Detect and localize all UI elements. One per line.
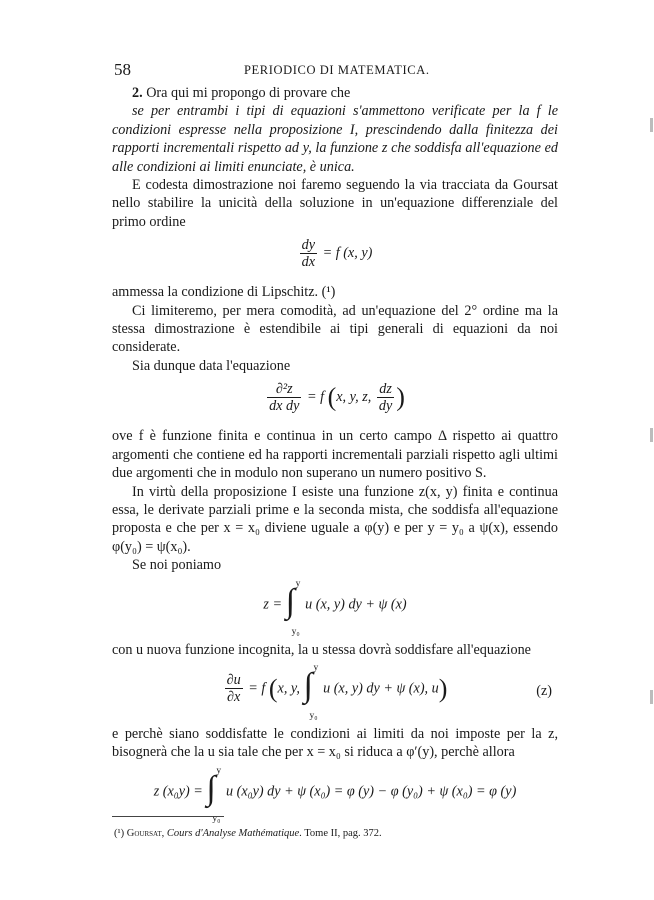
body-text [112, 84, 558, 828]
running-head: PERIODICO DI MATEMATICA. [244, 63, 430, 77]
footnote-work: Cours d'Analyse Mathématique [166, 828, 300, 839]
equation-label: (z) [536, 682, 552, 699]
footnote-rule [112, 816, 224, 817]
fraction-dz-dy: $\frac{dz}{dy}$ [378, 381, 393, 415]
equation-3: z = ∫ y y₀ u (x, y) dy + ψ (x) [263, 578, 407, 637]
paragraph-5: Sia dunque data l'equazione [132, 357, 291, 374]
page-number: 58 [114, 60, 131, 79]
scan-speck [650, 690, 653, 704]
scan-speck [650, 118, 653, 132]
footnote: (¹) Goursat, Cours d'Analyse Mathématique. Tome II, pag. 372. [114, 828, 382, 839]
paragraph-3: ammessa la condizione di Lipschitz. (¹) [112, 284, 336, 301]
section-number: 2. [132, 85, 143, 101]
equation-5: z (x₀y) = ∫ y y₀ u (x₀y) dy + ψ (x₀) = φ (y) − φ (y₀) + ψ (x₀) = φ (y) [153, 765, 517, 824]
fraction-dy-dx: $\frac{dy}{dx}$ [301, 237, 316, 271]
equation-2: $\frac{\text{∂²z}}{\text{dx dy}}$ = f (x, y, z, $\frac{dz}{dy}$ ) [269, 381, 405, 415]
theorem-statement: se per entrambi i tipi di equazioni s'ammettono verificate per la f le condizioni espresse nella proposizione I, prescindendo dalla finitezza dei rapporti incrementali rispetto ad y, la funzione z che soddisfa all'equazione ed alle condizioni ai limiti enunciate, è unica. [112, 103, 558, 175]
equation-1 [112, 237, 558, 277]
paragraph-1-text: Ora qui mi propongo di provare che [142, 85, 351, 101]
paragraph-8: Se noi poniamo [132, 557, 222, 574]
page-header [114, 60, 564, 82]
footnote-marker: (¹) [114, 828, 125, 839]
fraction-d2z: $\frac{\text{∂²z}}{\text{dx dy}}$ [269, 381, 300, 415]
integral-sign: ∫ y y₀ [303, 662, 319, 721]
paragraph-9: con u nuova funzione incognita, la u stessa dovrà soddisfare all'equazione [112, 641, 531, 658]
footnote-rest: . Tome II, pag. 372. [299, 828, 382, 839]
fraction-du-dx: $\frac{\partial u}{\partial x}$ [226, 672, 241, 706]
paragraph-1 [112, 84, 558, 102]
equation-1-rhs: = f (x, y) [322, 245, 373, 262]
integral-sign: ∫ y y₀ [285, 578, 301, 637]
integral-sign: ∫ y y₀ [206, 765, 222, 824]
paragraph-2: E codesta dimostrazione noi faremo seguendo la via tracciata da Goursat nello stabilire la unicità della soluzione in un'equazione differenziale del primo ordine [112, 177, 558, 230]
paragraph-6: ove f è funzione finita e continua in un certo campo Δ rispetto ai quattro argomenti che contiene ed ha rapporti incrementali parziali rispetto agli ultimi due argomenti che in modulo non superano un numero positivo S. [112, 428, 558, 482]
paragraph-10: e perchè siano soddisfatte le condizioni ai limiti da noi imposte per la z, bisognerà che la u sia tale che per x = x₀ si riduca a φ′(y), perchè allora [112, 725, 558, 761]
scan-speck [650, 428, 653, 442]
footnote-author: Goursat [126, 828, 162, 839]
equation-4: $\frac{\partial u}{\partial x}$ = f (x, y, ∫ y y₀ u (x, y) dy + ψ (x), u) (z) [226, 662, 552, 721]
paragraph-4: Ci limiteremo, per mera comodità, ad un'equazione del 2° ordine ma la stessa dimostrazione è estendibile ai tipi generali di equazioni da noi considerate. [112, 302, 558, 356]
paragraph-7: In virtù della proposizione I esiste una funzione z(x, y) finita e continua essa, le derivate parziali prime e la seconda mista, che soddisfa all'equazione proposta e che per x = x₀ diviene uguale a φ(y) e per y = y₀ a ψ(x), essendo φ(y₀) = ψ(x₀). [112, 483, 558, 555]
